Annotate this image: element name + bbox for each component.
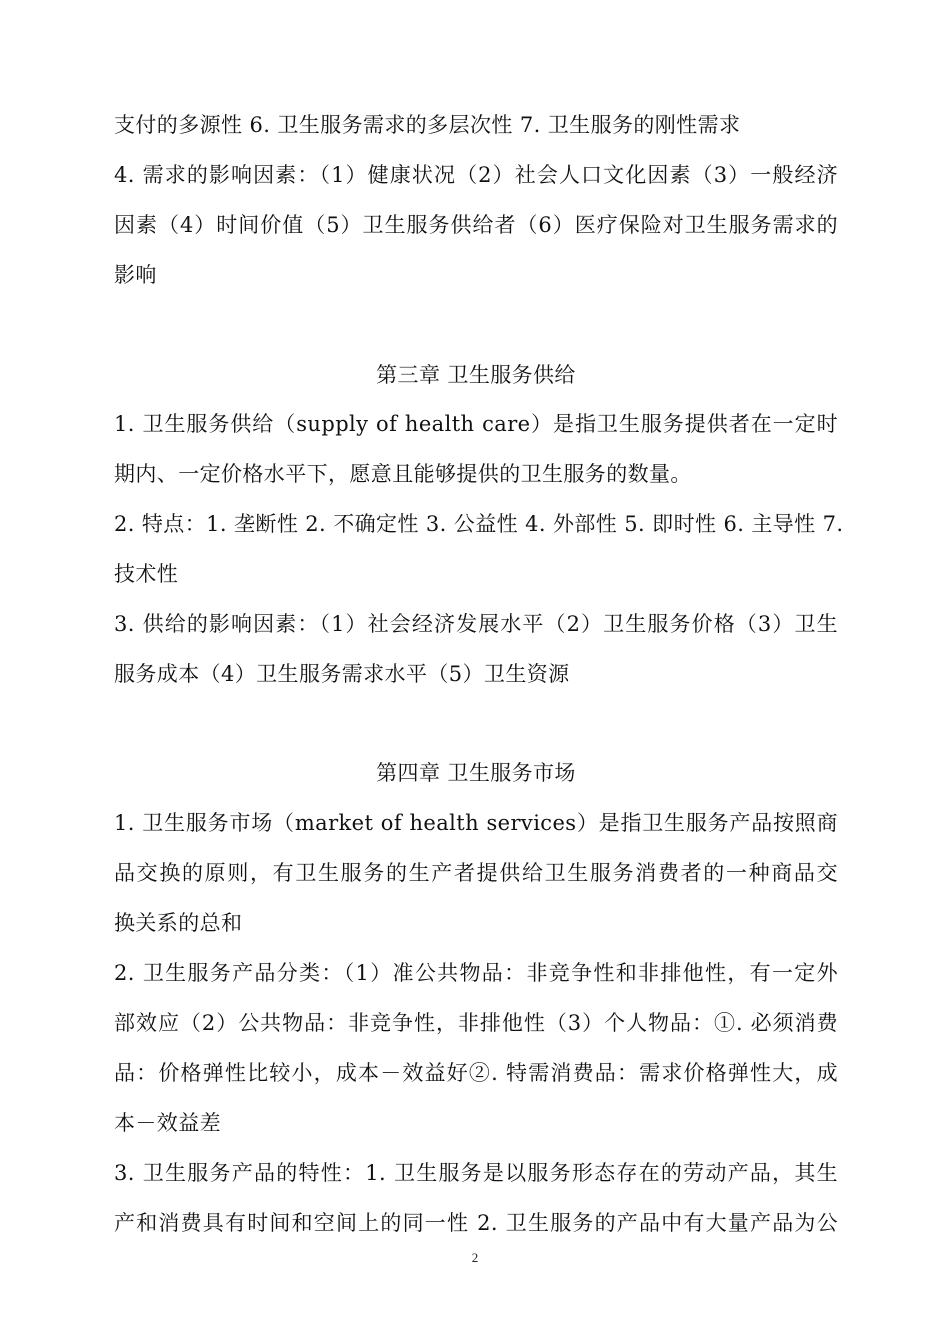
- text-line: 换关系的总和: [114, 911, 243, 935]
- text-line: 4. 需求的影响因素：（1）健康状况（2）社会人口文化因素（3）一般经济: [114, 163, 838, 187]
- text-line: 品交换的原则，有卫生服务的生产者提供给卫生服务消费者的一种商品交: [114, 861, 838, 885]
- text-line: 3. 供给的影响因素：（1）社会经济发展水平（2）卫生服务价格（3）卫生: [114, 612, 838, 636]
- text-line: 期内、一定价格水平下，愿意且能够提供的卫生服务的数量。: [114, 462, 692, 486]
- text-line: 1. 卫生服务供给（supply of health care）是指卫生服务提供者在一定时: [114, 412, 838, 436]
- text-line: 服务成本（4）卫生服务需求水平（5）卫生资源: [114, 662, 570, 686]
- text-line: 品：价格弹性比较小，成本－效益好②. 特需消费品：需求价格弹性大，成: [114, 1061, 838, 1085]
- text-line: 本－效益差: [114, 1111, 221, 1135]
- text-line: 部效应（2）公共物品：非竞争性，非排他性（3）个人物品：①. 必须消费: [114, 1011, 838, 1035]
- text-line: 产和消费具有时间和空间上的同一性 2. 卫生服务的产品中有大量产品为公: [114, 1211, 838, 1235]
- page-number: 2: [471, 1250, 479, 1265]
- text-line: 支付的多源性 6. 卫生服务需求的多层次性 7. 卫生服务的刚性需求: [114, 113, 741, 137]
- text-line: 技术性: [114, 562, 179, 586]
- text-line: 影响: [114, 263, 157, 287]
- text-line: 2. 特点：1. 垄断性 2. 不确定性 3. 公益性 4. 外部性 5. 即时性 6. 主导性 7.: [114, 512, 844, 536]
- text-line: 因素（4）时间价值（5）卫生服务供给者（6）医疗保险对卫生服务需求的: [114, 213, 838, 237]
- chapter-heading: 第三章 卫生服务供给: [376, 363, 576, 387]
- chapter-heading: 第四章 卫生服务市场: [376, 761, 576, 785]
- text-line: 3. 卫生服务产品的特性：1. 卫生服务是以服务形态存在的劳动产品，其生: [114, 1161, 838, 1185]
- text-line: 2. 卫生服务产品分类：（1）准公共物品：非竞争性和非排他性，有一定外: [114, 961, 838, 985]
- text-line: 1. 卫生服务市场（market of health services）是指卫生服务产品按照商: [114, 811, 838, 835]
